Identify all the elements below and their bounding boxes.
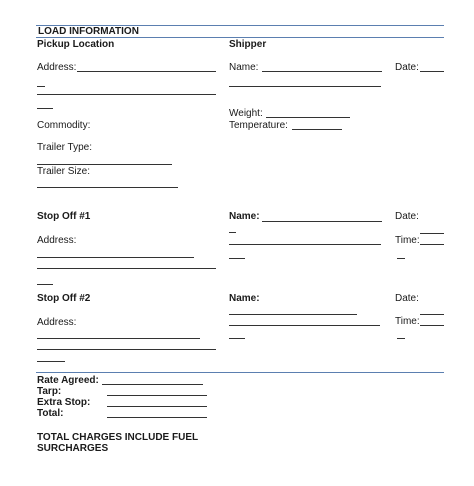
stop1-name-label: Name: <box>229 211 260 222</box>
stop1-address-line-2[interactable] <box>37 268 216 269</box>
tarp-field[interactable] <box>107 395 207 396</box>
commodity-label: Commodity: <box>37 120 91 131</box>
stop2-time-line-2[interactable] <box>420 325 444 326</box>
rate-agreed-field[interactable] <box>102 384 203 385</box>
trailer-type-label: Trailer Type: <box>37 142 93 153</box>
header-rule <box>36 37 444 38</box>
shipper-heading: Shipper <box>229 39 267 50</box>
stop1-heading: Stop Off #1 <box>37 211 91 222</box>
total-label: Total: <box>37 408 64 419</box>
stop2-address-label: Address: <box>37 317 77 328</box>
stop2-address-line-1[interactable] <box>37 338 200 339</box>
shipper-date-label: Date: <box>395 62 419 73</box>
stop2-name-line-2[interactable] <box>229 325 380 326</box>
stop1-time-line-3[interactable] <box>397 258 405 259</box>
extra-stop-label: Extra Stop: <box>37 397 91 408</box>
stop2-name-label: Name: <box>229 293 260 304</box>
stop2-date-label: Date: <box>395 293 419 304</box>
stop1-time-line-2[interactable] <box>420 244 444 245</box>
total-field[interactable] <box>107 417 207 418</box>
stop2-time-field[interactable] <box>420 314 444 315</box>
stop1-time-label: Time: <box>395 235 420 246</box>
stop2-name-line-3[interactable] <box>229 338 245 339</box>
stop2-time-line-3[interactable] <box>397 338 405 339</box>
pickup-address-field[interactable] <box>77 71 216 72</box>
tarp-label: Tarp: <box>37 386 62 397</box>
stop2-address-line-2[interactable] <box>37 349 216 350</box>
weight-label: Weight: <box>229 108 263 119</box>
pickup-address-line-3[interactable] <box>37 94 216 95</box>
stop1-address-line-3[interactable] <box>37 284 53 285</box>
pickup-heading: Pickup Location <box>37 39 115 50</box>
stop2-name-field[interactable] <box>229 314 357 315</box>
stop1-name-line-3[interactable] <box>229 244 381 245</box>
stop1-date-label: Date: <box>395 211 419 222</box>
stop1-name-line-4[interactable] <box>229 258 245 259</box>
fuel-note-line-1: TOTAL CHARGES INCLUDE FUEL <box>37 432 199 443</box>
weight-field[interactable] <box>266 117 350 118</box>
stop1-time-field[interactable] <box>420 233 444 234</box>
stop2-time-label: Time: <box>395 316 420 327</box>
stop2-address-line-3[interactable] <box>37 361 65 362</box>
stop2-heading: Stop Off #2 <box>37 293 91 304</box>
pickup-address-label: Address: <box>37 62 77 73</box>
shipper-name-line-2[interactable] <box>229 86 381 87</box>
pickup-address-line-4[interactable] <box>37 108 53 109</box>
shipper-name-label: Name: <box>229 62 259 73</box>
rates-rule <box>36 372 444 373</box>
shipper-name-field[interactable] <box>262 71 382 72</box>
stop1-address-line-1[interactable] <box>37 257 194 258</box>
extra-stop-field[interactable] <box>107 406 207 407</box>
temperature-label: Temperature: <box>229 120 288 131</box>
trailer-size-label: Trailer Size: <box>37 166 90 177</box>
stop1-name-line-2[interactable] <box>229 232 236 233</box>
stop1-address-label: Address: <box>37 235 77 246</box>
trailer-type-field[interactable] <box>37 164 172 165</box>
rate-agreed-label: Rate Agreed: <box>37 375 99 386</box>
shipper-date-field[interactable] <box>420 71 444 72</box>
fuel-note-line-2: SURCHARGES <box>37 443 109 454</box>
section-title: LOAD INFORMATION <box>38 26 139 37</box>
trailer-size-field[interactable] <box>37 187 178 188</box>
pickup-address-line-2[interactable] <box>37 86 45 87</box>
temperature-field[interactable] <box>292 129 342 130</box>
stop1-name-field[interactable] <box>262 221 382 222</box>
